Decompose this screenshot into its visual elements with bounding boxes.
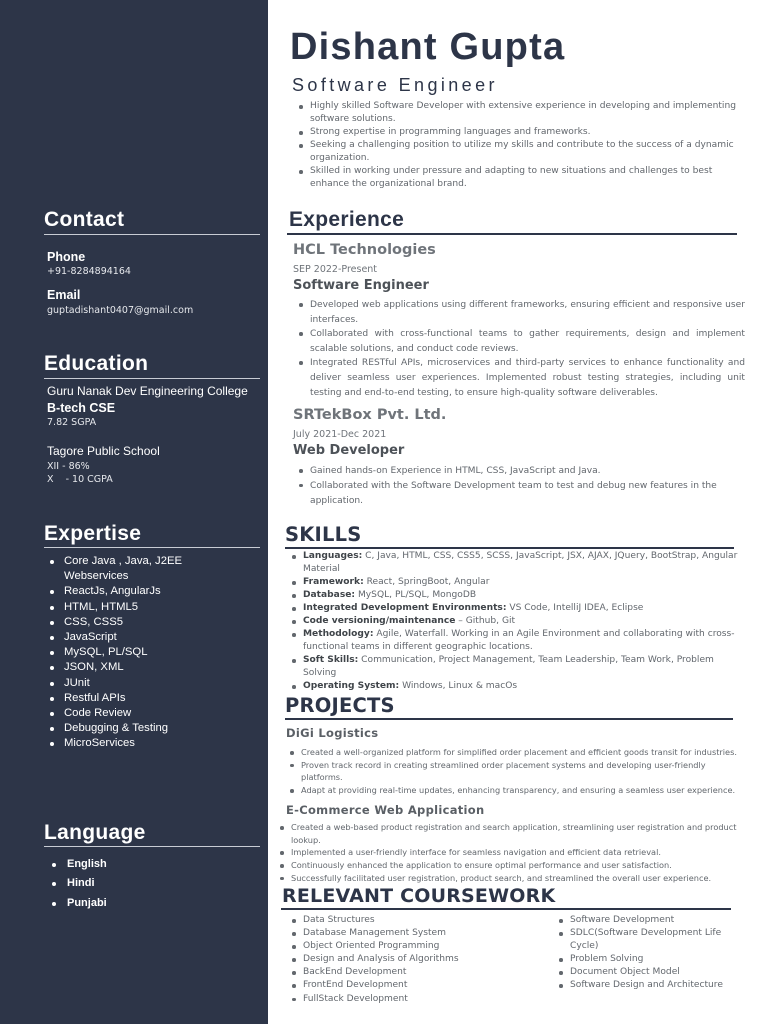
list-item: MySQL, PL/SQL bbox=[48, 645, 218, 660]
list-item: Created a web-based product registration and search application, streamlining user registration and product lookup. bbox=[277, 821, 745, 846]
list-item: Continuously enhanced the application to ensure optimal performance and user satisfaction. bbox=[277, 859, 745, 872]
email-label: Email bbox=[47, 288, 81, 302]
list-item: Core Java , Java, J2EE Webservices bbox=[48, 554, 218, 584]
coursework-list-left bbox=[289, 914, 539, 1006]
list-item: JavaScript bbox=[48, 630, 218, 645]
project-bullets bbox=[287, 746, 749, 797]
list-item: Problem Solving bbox=[556, 953, 741, 966]
candidate-name: Dishant Gupta bbox=[290, 26, 566, 68]
email-address: guptadishant0407@gmail.com bbox=[47, 305, 194, 316]
job-dates: July 2021-Dec 2021 bbox=[293, 429, 387, 440]
sgpa: 7.82 SGPA bbox=[47, 417, 97, 428]
list-item: Strong expertise in programming languages and frameworks. bbox=[296, 126, 742, 139]
candidate-title: Software Engineer bbox=[292, 75, 498, 95]
skill-value: VS Code, IntelliJ IDEA, Eclipse bbox=[506, 603, 644, 613]
company-name: SRTekBox Pvt. Ltd. bbox=[293, 407, 447, 423]
skill-value: Windows, Linux & macOs bbox=[399, 681, 518, 691]
skill-value: Communication, Project Management, Team Leadership, Team Work, Problem Solving bbox=[303, 655, 714, 678]
xii-score: XII - 86% bbox=[47, 461, 90, 472]
list-item bbox=[289, 602, 745, 615]
list-item: Successfully facilitated user registration, product search, and streamlined the overall user experience. bbox=[277, 872, 745, 885]
coursework-divider bbox=[281, 908, 731, 910]
list-item: Design and Analysis of Algorithms bbox=[289, 953, 539, 966]
list-item bbox=[289, 680, 745, 693]
education-divider bbox=[44, 378, 260, 379]
language-heading: Language bbox=[44, 821, 146, 844]
list-item: JSON, XML bbox=[48, 660, 218, 675]
sidebar bbox=[0, 0, 268, 1024]
skill-label: Languages: bbox=[303, 551, 363, 561]
list-item: Software Design and Architecture bbox=[556, 979, 741, 992]
project-name: DiGi Logistics bbox=[286, 726, 379, 740]
degree: B-tech CSE bbox=[47, 401, 116, 415]
list-item: Collaborated with cross-functional teams to gather requirements, design and implement scalable solutions, and conduct code reviews. bbox=[296, 327, 745, 356]
list-item: Gained hands-on Experience in HTML, CSS, JavaScript and Java. bbox=[296, 464, 736, 479]
skill-label: Operating System: bbox=[303, 681, 400, 691]
list-item: CSS, CSS5 bbox=[48, 615, 218, 630]
school-name: Tagore Public School bbox=[47, 444, 160, 458]
phone-label: Phone bbox=[47, 250, 86, 264]
list-item: Created a well-organized platform for simplified order placement and efficient goods transit for industries. bbox=[287, 746, 749, 759]
project-name: E-Commerce Web Application bbox=[286, 803, 485, 817]
projects-divider bbox=[285, 718, 733, 720]
expertise-heading: Expertise bbox=[44, 522, 142, 545]
experience-divider bbox=[287, 233, 737, 235]
project-bullets bbox=[277, 821, 745, 885]
list-item: FrontEnd Development bbox=[289, 979, 539, 992]
skill-label: Methodology: bbox=[303, 629, 374, 639]
skill-label: Code versioning/maintenance bbox=[303, 616, 456, 626]
job-title: Web Developer bbox=[293, 443, 405, 458]
list-item: Developed web applications using different frameworks, ensuring efficient and responsive user interfaces. bbox=[296, 298, 745, 327]
list-item: Document Object Model bbox=[556, 966, 741, 979]
list-item: Implemented a user-friendly interface for seamless navigation and efficient data retrieval. bbox=[277, 846, 745, 859]
summary-list bbox=[296, 100, 742, 191]
experience-heading: Experience bbox=[289, 208, 405, 231]
list-item: Software Development bbox=[556, 914, 741, 927]
list-item bbox=[289, 550, 745, 576]
list-item: FullStack Development bbox=[289, 993, 539, 1006]
list-item: Seeking a challenging position to utilize my skills and contribute to the success of a dynamic organization. bbox=[296, 139, 742, 165]
list-item: HTML, HTML5 bbox=[48, 600, 218, 615]
list-item: Data Structures bbox=[289, 914, 539, 927]
list-item: Object Oriented Programming bbox=[289, 940, 539, 953]
list-item bbox=[289, 628, 745, 654]
skill-value: MySQL, PL/SQL, MongoDB bbox=[355, 590, 477, 600]
skills-heading: SKILLS bbox=[285, 523, 362, 546]
list-item: Punjabi bbox=[50, 894, 107, 913]
list-item bbox=[289, 654, 745, 680]
list-item: Database Management System bbox=[289, 927, 539, 940]
x-score: X - 10 CGPA bbox=[47, 474, 113, 485]
list-item: Debugging & Testing bbox=[48, 721, 218, 736]
job-bullets bbox=[296, 464, 736, 508]
list-item bbox=[289, 576, 745, 589]
list-item: Restful APIs bbox=[48, 691, 218, 706]
list-item: Highly skilled Software Developer with extensive experience in developing and implementing software solutions. bbox=[296, 100, 742, 126]
list-item: Code Review bbox=[48, 706, 218, 721]
list-item: SDLC(Software Development Life Cycle) bbox=[556, 927, 741, 953]
list-item: JUnit bbox=[48, 676, 218, 691]
language-divider bbox=[44, 846, 260, 847]
expertise-list bbox=[48, 554, 218, 752]
skill-value: Agile, Waterfall. Working in an Agile Environment and collaborating with cross-functional teams in different geographic locations. bbox=[303, 629, 735, 652]
skill-label: Database: bbox=[303, 590, 356, 600]
phone-number: +91-8284894164 bbox=[47, 266, 131, 277]
education-heading: Education bbox=[44, 352, 149, 375]
expertise-divider bbox=[44, 547, 260, 548]
list-item: Adapt at providing real-time updates, enhancing transparency, and ensuring a seamless user experience. bbox=[287, 784, 749, 797]
job-title: Software Engineer bbox=[293, 278, 429, 293]
list-item: Integrated RESTful APIs, microservices and third-party services to enhance functionality and deliver seamless user experiences. Implemented robust testing strategies, including unit testing and end-to-end testing, to ensure high-quality software deliverables. bbox=[296, 356, 745, 400]
skill-label: Framework: bbox=[303, 577, 364, 587]
contact-divider bbox=[44, 234, 260, 235]
skill-value: React, SpringBoot, Angular bbox=[363, 577, 490, 587]
coursework-heading: RELEVANT COURSEWORK bbox=[282, 885, 556, 907]
skill-label: Integrated Development Environments: bbox=[303, 603, 507, 613]
skill-value: – Github, Git bbox=[455, 616, 516, 626]
job-dates: SEP 2022-Present bbox=[293, 264, 378, 275]
company-name: HCL Technologies bbox=[293, 242, 436, 258]
skills-list bbox=[289, 550, 745, 693]
coursework-list-right bbox=[556, 914, 741, 993]
list-item: BackEnd Development bbox=[289, 966, 539, 979]
list-item: Skilled in working under pressure and adapting to new situations and challenges to best enhance the organizational brand. bbox=[296, 165, 742, 191]
list-item: Hindi bbox=[50, 874, 107, 893]
skills-divider bbox=[285, 547, 734, 549]
skill-label: Soft Skills: bbox=[303, 655, 359, 665]
job-bullets bbox=[296, 298, 745, 400]
list-item bbox=[289, 589, 745, 602]
list-item: MicroServices bbox=[48, 736, 218, 751]
list-item: ReactJs, AngularJs bbox=[48, 584, 218, 599]
projects-heading: PROJECTS bbox=[285, 694, 395, 717]
list-item: Collaborated with the Software Development team to test and debug new features in the application. bbox=[296, 479, 736, 509]
college-name: Guru Nanak Dev Engineering College bbox=[47, 384, 248, 398]
skill-value: C, Java, HTML, CSS, CSS5, SCSS, JavaScript, JSX, AJAX, JQuery, BootStrap, Angular Material bbox=[303, 551, 738, 574]
list-item bbox=[289, 615, 745, 628]
list-item: Proven track record in creating streamlined order placement systems and developing user-friendly platforms. bbox=[287, 759, 749, 784]
list-item: English bbox=[50, 855, 107, 874]
contact-heading: Contact bbox=[44, 208, 125, 231]
language-list bbox=[50, 855, 107, 913]
